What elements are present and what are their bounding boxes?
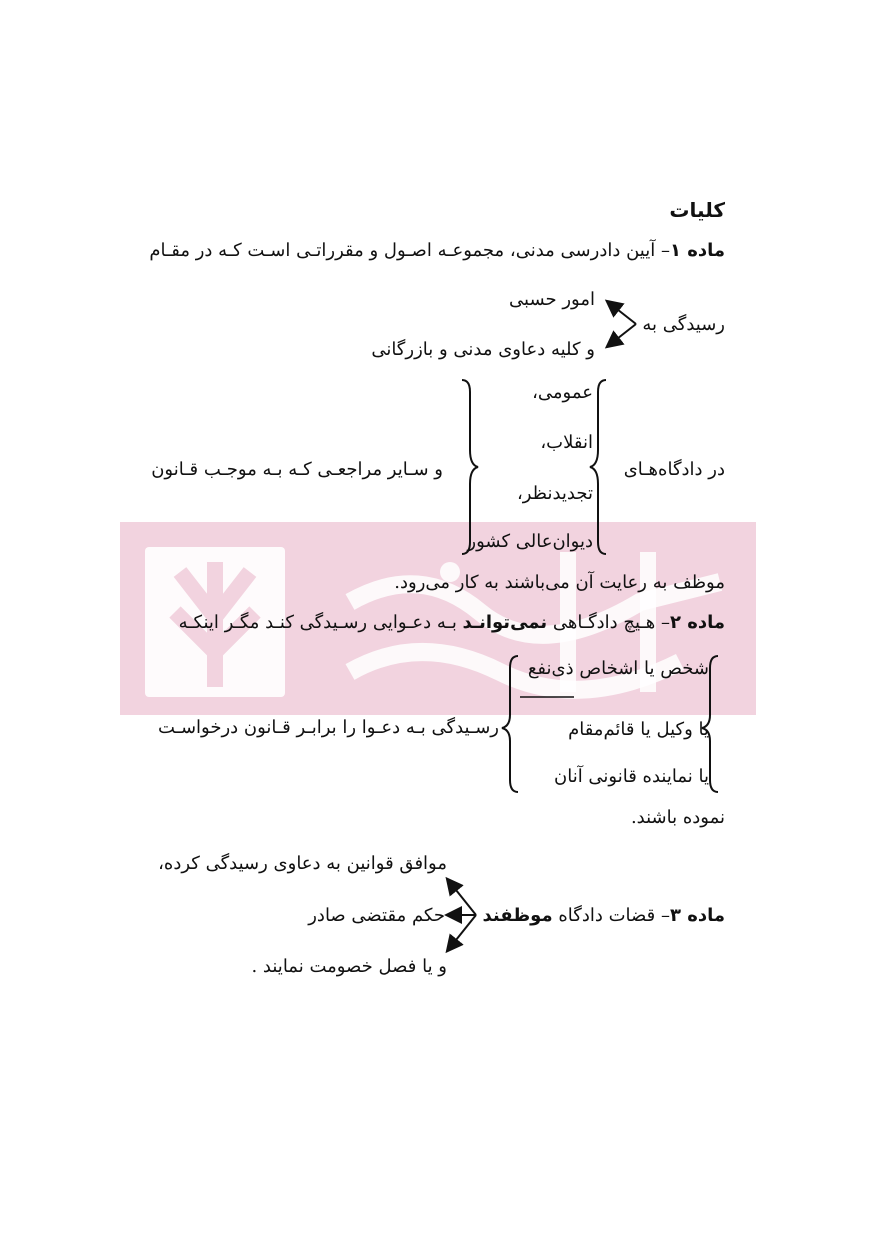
article1-branch-top: امور حسبی [509,289,595,310]
party-item: شخص یا اشخاص ذی‌نفع [527,658,709,679]
article1-branch-stem: رسیدگی به [642,314,725,335]
article1-branch-bottom: و کلیه دعاوی مدنی و بازرگانی [371,339,595,360]
article1-label: ماده ۱ [669,240,725,261]
article3-branch: موافق قوانین به دعاوی رسیدگی کرده، [158,853,447,874]
left-brace [590,380,606,554]
article2-request: رسـیدگی بـه دعـوا را برابـر قـانون درخواسـت [158,717,499,738]
branch-arrow [608,324,636,346]
article2-label: ماده ۲ [669,612,725,633]
branch-arrow [448,880,476,915]
party-item: یا نماینده قانونی آنان [553,766,709,787]
article2-closing: نموده باشند. [630,807,725,828]
article1-closing: موظف به رعایت آن می‌باشند به کار می‌رود. [394,572,725,593]
article3-branch: حکم مقتضی صادر [308,905,445,926]
article3-branch: و یا فصل خصومت نمایند . [251,956,447,977]
article1-courts-prefix: در دادگاه‌هـای [623,459,725,480]
left-brace [702,656,718,792]
article3-lead: ماده ۳– قضات دادگاه موظفند [482,905,725,926]
article2-lead: ماده ۲– هـیچ دادگـاهی نمی‌توانـد بـه دعـوایی رسـیدگی کنـد مگـر اینکـه [178,612,725,633]
article1-courts-suffix: و سـایر مراجعـی کـه بـه موجـب قـانون [151,459,443,480]
party-item: یا وکیل یا قائم‌مقام [568,719,709,740]
section-heading: کلیات [669,198,725,222]
court-item: تجدیدنظر، [516,483,593,504]
article3-label: ماده ۳ [669,905,725,926]
court-item: دیوان‌عالی کشور [467,531,593,552]
branch-arrow [608,302,636,324]
court-item: انقلاب، [540,432,593,453]
right-brace [502,656,518,792]
branch-arrow [448,915,476,950]
court-item: عمومی، [532,382,593,403]
article1-lead: ماده ۱– آیین دادرسی مدنی، مجموعـه اصـول و مقرراتـی اسـت کـه در مقـام [149,240,725,261]
right-brace [462,380,478,554]
